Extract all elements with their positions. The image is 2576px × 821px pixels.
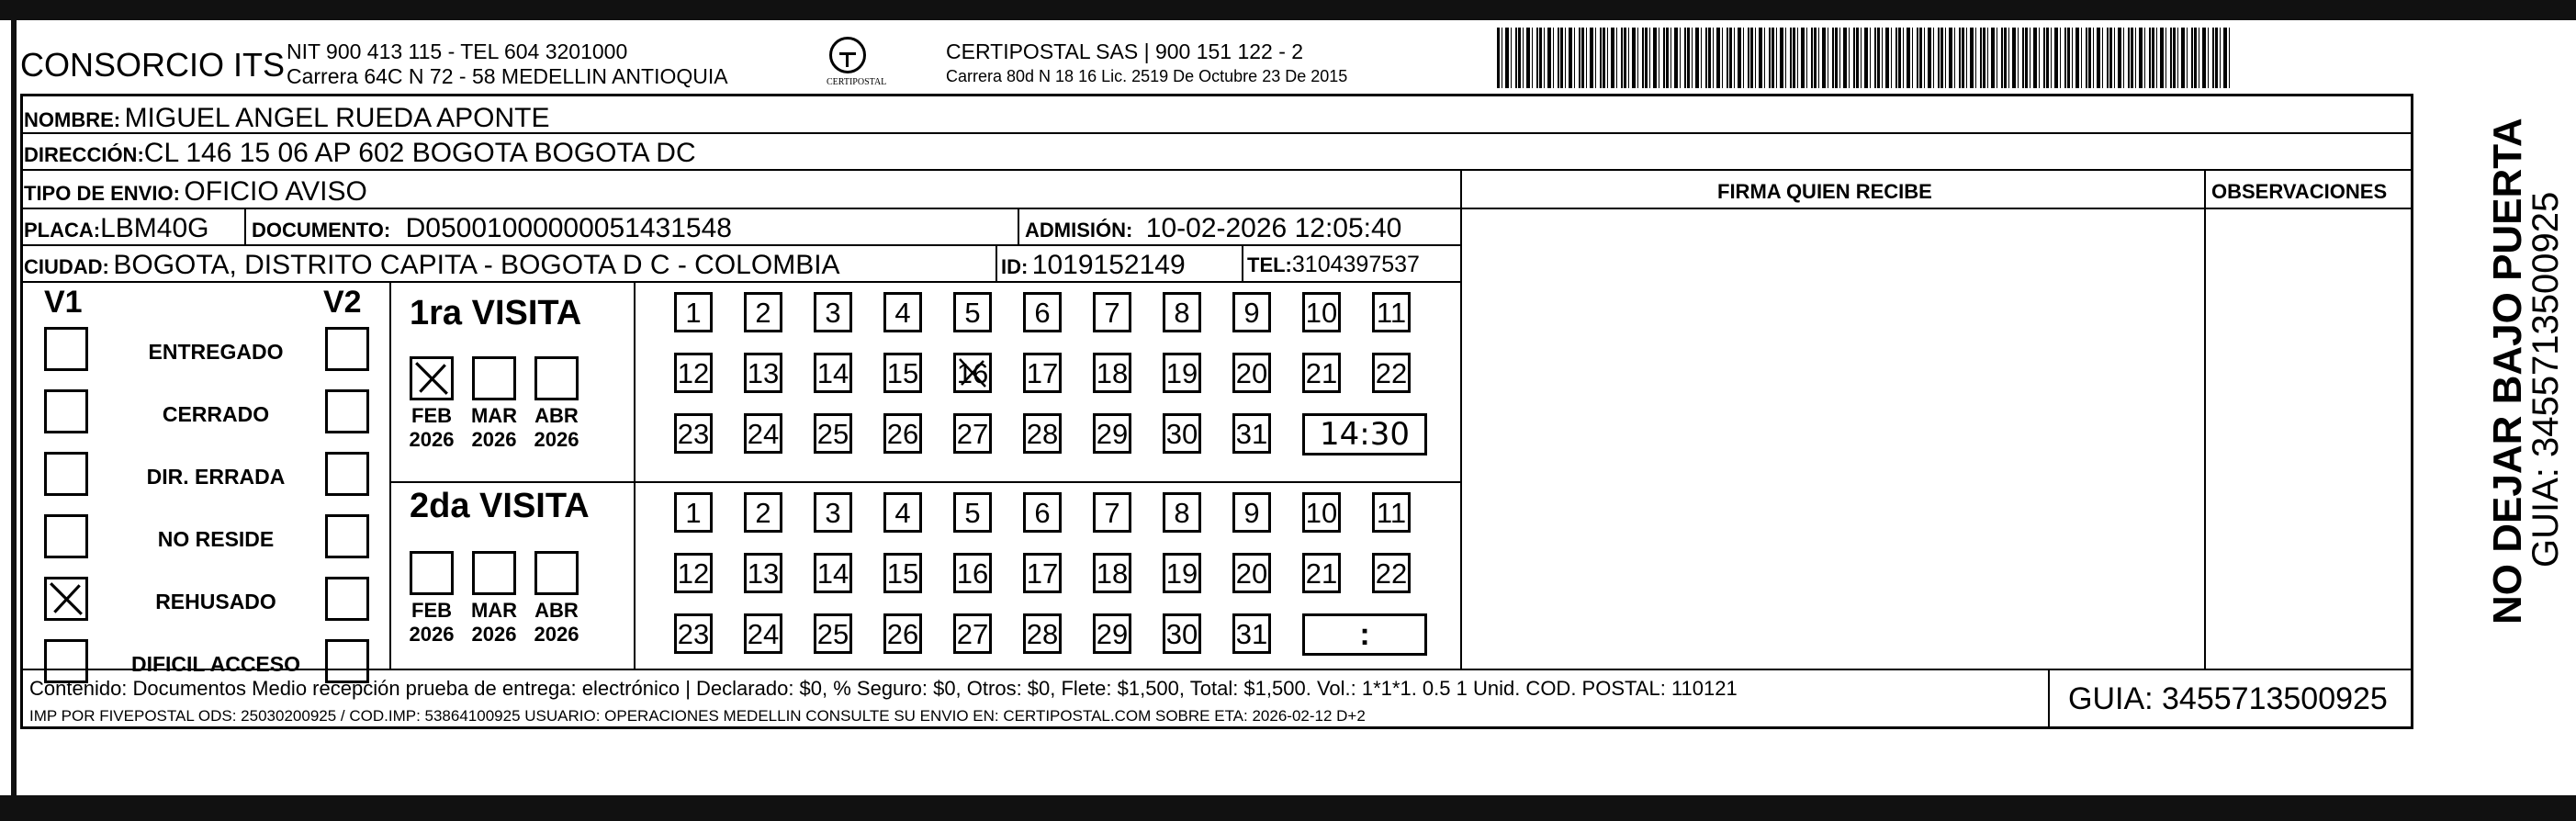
v1-checkbox[interactable] xyxy=(44,639,88,683)
day-box[interactable]: 20 xyxy=(1232,353,1271,393)
col-line xyxy=(996,244,997,281)
v2-label: V2 xyxy=(323,285,362,320)
v2-checkbox[interactable] xyxy=(325,639,369,683)
side-guia: GUIA: 3455713500925 xyxy=(2525,191,2566,568)
day-box[interactable]: 17 xyxy=(1023,553,1062,593)
row-line xyxy=(1462,208,2413,209)
day-box[interactable]: 16 xyxy=(953,553,992,593)
ciudad-label: CIUDAD: xyxy=(24,255,109,278)
month-name: FEB xyxy=(411,404,452,427)
day-box[interactable]: 10 xyxy=(1302,492,1341,533)
day-box[interactable]: 1 xyxy=(674,292,713,332)
footer-line xyxy=(20,669,2413,670)
recipient-tel: 3104397537 xyxy=(1291,252,1420,277)
row-line xyxy=(20,244,1462,246)
col-line xyxy=(1242,244,1243,281)
nombre-label: NOMBRE: xyxy=(24,108,121,131)
day-box[interactable]: 5 xyxy=(953,492,992,533)
day-box[interactable]: 6 xyxy=(1023,292,1062,332)
month-name: MAR xyxy=(470,599,518,622)
company-address: Carrera 64C N 72 - 58 MEDELLIN ANTIOQUIA xyxy=(287,64,728,88)
day-box[interactable]: 8 xyxy=(1163,292,1201,332)
v2-checkbox[interactable] xyxy=(325,389,369,433)
footer-contenido: Contenido: Documentos Medio recepción prueba de entrega: electrónico | Declarado: $0, % Seguro: $0, Otros: $0, Flete: $1,500, Total: $1,500. Vol.: 1*1*1. 0.5 1 Unid. COD. POSTAL: 110121 xyxy=(29,677,1738,700)
month-checkbox[interactable] xyxy=(410,356,454,400)
day-box[interactable]: 25 xyxy=(814,613,852,654)
month-year: 2026 xyxy=(471,623,517,646)
documento-label: DOCUMENTO: xyxy=(252,219,391,242)
month-label xyxy=(470,404,518,452)
col-line xyxy=(1460,169,1462,669)
month-label xyxy=(533,404,580,452)
status-label: ENTREGADO xyxy=(148,340,284,364)
company-name: CONSORCIO ITS xyxy=(20,46,286,84)
day-box[interactable]: 30 xyxy=(1163,413,1201,454)
day-box[interactable]: 24 xyxy=(744,413,782,454)
month-year: 2026 xyxy=(409,428,455,451)
month-name: FEB xyxy=(411,599,452,622)
carrier-name: CERTIPOSTAL SAS | 900 151 122 - 2 xyxy=(946,39,1304,63)
tipo-envio-label: TIPO DE ENVIO: xyxy=(24,182,180,205)
month-label xyxy=(470,599,518,647)
status-label: DIR. ERRADA xyxy=(146,465,286,489)
status-label: CERRADO xyxy=(162,402,270,426)
admision: 10-02-2026 12:05:40 xyxy=(1145,213,1402,243)
footer-guia: GUIA: 3455713500925 xyxy=(2068,681,2388,716)
day-box[interactable]: 17 xyxy=(1023,353,1062,393)
day-box[interactable]: 1 xyxy=(674,492,713,533)
day-box[interactable]: 2 xyxy=(744,292,782,332)
top-edge-bar xyxy=(0,0,2576,20)
day-box[interactable]: 15 xyxy=(883,553,922,593)
day-box[interactable]: 9 xyxy=(1232,292,1271,332)
day-box[interactable]: 11 xyxy=(1372,292,1411,332)
day-box[interactable]: 19 xyxy=(1163,353,1201,393)
day-box[interactable]: 30 xyxy=(1163,613,1201,654)
v2-checkbox[interactable] xyxy=(325,577,369,621)
day-box[interactable]: 28 xyxy=(1023,413,1062,454)
day-box[interactable]: 5 xyxy=(953,292,992,332)
day-box[interactable]: 8 xyxy=(1163,492,1201,533)
col-line xyxy=(1018,208,1019,244)
day-box[interactable]: 28 xyxy=(1023,613,1062,654)
left-edge-line xyxy=(11,20,17,795)
month-checkbox[interactable] xyxy=(472,551,516,595)
day-box[interactable]: 15 xyxy=(883,353,922,393)
day-box[interactable]: 26 xyxy=(883,413,922,454)
no-dejar-bajo-puerta: NO DEJAR BAJO PUERTA xyxy=(2485,118,2530,624)
day-box[interactable]: 31 xyxy=(1232,413,1271,454)
footer-imp: IMP POR FIVEPOSTAL ODS: 25030200925 / COD.IMP: 53864100925 USUARIO: OPERACIONES MEDELLIN CONSULTE SU ENVIO EN: CERTIPOSTAL.COM SOBRE ETA: 2026-02-12 D+2 xyxy=(29,707,1366,725)
certipostal-logo-icon xyxy=(829,37,866,73)
delivery-card xyxy=(20,94,2413,729)
month-name: ABR xyxy=(534,404,579,427)
day-box[interactable]: 18 xyxy=(1093,353,1131,393)
day-box[interactable]: 6 xyxy=(1023,492,1062,533)
v1-checkbox[interactable] xyxy=(44,577,88,621)
row-line xyxy=(20,169,2413,171)
time-box[interactable]: : xyxy=(1302,613,1427,656)
v1-checkbox[interactable] xyxy=(44,327,88,371)
time-box[interactable]: 14:30 xyxy=(1302,413,1427,455)
month-name: ABR xyxy=(534,599,579,622)
carrier-license: Carrera 80d N 18 16 Lic. 2519 De Octubre 23 De 2015 xyxy=(946,67,1348,85)
v1-label: V1 xyxy=(44,285,83,320)
day-box[interactable]: 21 xyxy=(1302,353,1341,393)
row-line xyxy=(20,281,1462,283)
placa-label: PLACA: xyxy=(24,219,101,242)
month-year: 2026 xyxy=(534,428,579,451)
day-box[interactable]: 23 xyxy=(674,413,713,454)
day-box[interactable]: 14 xyxy=(814,553,852,593)
month-checkbox[interactable] xyxy=(534,551,579,595)
day-box[interactable]: 4 xyxy=(883,492,922,533)
tipo-envio: OFICIO AVISO xyxy=(184,176,367,207)
day-box[interactable]: 7 xyxy=(1093,292,1131,332)
barcode xyxy=(1497,28,2230,88)
col-line xyxy=(2204,169,2206,669)
month-year: 2026 xyxy=(534,623,579,646)
day-box[interactable]: 31 xyxy=(1232,613,1271,654)
ciudad: BOGOTA, DISTRITO CAPITA - BOGOTA D C - COLOMBIA xyxy=(113,250,840,280)
v2-checkbox[interactable] xyxy=(325,452,369,496)
observaciones-header: OBSERVACIONES xyxy=(2211,180,2388,203)
placa: LBM40G xyxy=(100,213,209,243)
day-box[interactable]: 21 xyxy=(1302,553,1341,593)
recipient-address: CL 146 15 06 AP 602 BOGOTA BOGOTA DC xyxy=(143,138,696,168)
status-label: REHUSADO xyxy=(155,590,276,613)
recipient-id: 1019152149 xyxy=(1031,250,1186,280)
day-box[interactable]: 22 xyxy=(1372,353,1411,393)
day-box[interactable]: 13 xyxy=(744,353,782,393)
company-nit: NIT 900 413 115 - TEL 604 3201000 xyxy=(287,39,628,63)
day-box[interactable]: 11 xyxy=(1372,492,1411,533)
status-label: DIFICIL ACCESO xyxy=(130,652,300,676)
day-box[interactable]: 19 xyxy=(1163,553,1201,593)
day-box[interactable]: 27 xyxy=(953,413,992,454)
day-box[interactable]: 3 xyxy=(814,492,852,533)
v1-checkbox[interactable] xyxy=(44,389,88,433)
col-line xyxy=(634,281,636,669)
month-checkbox[interactable] xyxy=(534,356,579,400)
first-visit-title: 1ra VISITA xyxy=(410,294,582,332)
recipient-name: MIGUEL ANGEL RUEDA APONTE xyxy=(124,103,550,133)
month-year: 2026 xyxy=(409,623,455,646)
day-box[interactable]: 12 xyxy=(674,553,713,593)
day-box[interactable]: 7 xyxy=(1093,492,1131,533)
day-box[interactable]: 12 xyxy=(674,353,713,393)
day-box[interactable]: 13 xyxy=(744,553,782,593)
day-box[interactable]: 29 xyxy=(1093,613,1131,654)
admision-label: ADMISIÓN: xyxy=(1025,219,1133,242)
col-line xyxy=(244,208,246,244)
firma-header: FIRMA QUIEN RECIBE xyxy=(1717,180,1932,203)
day-box[interactable]: 16 xyxy=(953,353,992,393)
day-box[interactable]: 2 xyxy=(744,492,782,533)
visit-divider xyxy=(391,481,1462,483)
month-label xyxy=(408,404,456,452)
tel-label: TEL: xyxy=(1247,253,1292,276)
day-box[interactable]: 10 xyxy=(1302,292,1341,332)
day-box[interactable]: 9 xyxy=(1232,492,1271,533)
day-box[interactable]: 24 xyxy=(744,613,782,654)
day-box[interactable]: 29 xyxy=(1093,413,1131,454)
day-box[interactable]: 22 xyxy=(1372,553,1411,593)
id-label: ID: xyxy=(1001,255,1029,278)
col-line xyxy=(2048,669,2050,729)
v2-checkbox[interactable] xyxy=(325,327,369,371)
month-year: 2026 xyxy=(471,428,517,451)
month-name: MAR xyxy=(470,404,518,427)
day-box[interactable]: 25 xyxy=(814,413,852,454)
day-box[interactable]: 14 xyxy=(814,353,852,393)
month-label xyxy=(408,599,456,647)
v2-checkbox[interactable] xyxy=(325,514,369,558)
day-box[interactable]: 3 xyxy=(814,292,852,332)
status-label: NO RESIDE xyxy=(157,527,275,551)
second-visit-title: 2da VISITA xyxy=(410,487,590,525)
v1-checkbox[interactable] xyxy=(44,514,88,558)
day-box[interactable]: 23 xyxy=(674,613,713,654)
bottom-edge-bar xyxy=(0,795,2576,821)
day-box[interactable]: 18 xyxy=(1093,553,1131,593)
day-box[interactable]: 27 xyxy=(953,613,992,654)
day-box[interactable]: 26 xyxy=(883,613,922,654)
direccion-label: DIRECCIÓN: xyxy=(24,143,144,166)
day-box[interactable]: 20 xyxy=(1232,553,1271,593)
documento: D05001000000051431548 xyxy=(405,213,732,243)
logo-caption: CERTIPOSTAL xyxy=(827,77,887,87)
month-label xyxy=(533,599,580,647)
v1-checkbox[interactable] xyxy=(44,452,88,496)
row-line xyxy=(20,208,1462,209)
day-box[interactable]: 4 xyxy=(883,292,922,332)
col-line xyxy=(389,281,391,669)
month-checkbox[interactable] xyxy=(410,551,454,595)
month-checkbox[interactable] xyxy=(472,356,516,400)
